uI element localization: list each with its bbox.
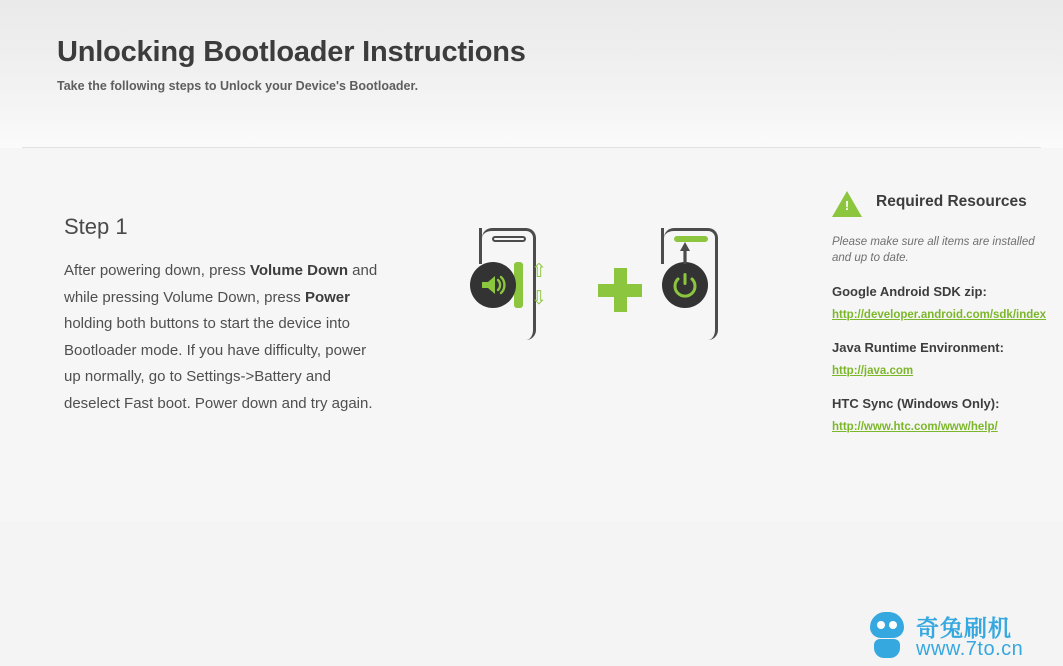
power-icon-circle	[662, 262, 708, 308]
mascot-eye-right	[889, 621, 897, 629]
step-text-part-3: holding both buttons to start the device into Bootloader mode. If you have difficulty, power up normally, go to Settings->Battery and deselect Fast boot. Power down and try again.	[64, 315, 373, 412]
resource-label-htc-sync: HTC Sync (Windows Only):	[832, 396, 1000, 411]
warning-triangle-icon	[832, 191, 862, 217]
page-subtitle: Take the following steps to Unlock your Device's Bootloader.	[57, 79, 419, 93]
step-section	[64, 214, 394, 417]
volume-direction-arrows	[530, 258, 548, 314]
resource-item	[832, 340, 1056, 379]
arrow-up-icon: ⇧	[531, 261, 547, 282]
step-title: Step 1	[64, 214, 128, 239]
mascot-body	[874, 639, 900, 658]
step-text-part-1: After powering down, press	[64, 262, 250, 279]
mascot-eye-left	[877, 621, 885, 629]
step-text-bold-power: Power	[304, 288, 350, 306]
resource-label-java: Java Runtime Environment:	[832, 340, 1004, 355]
warning-glyph: !	[844, 198, 850, 213]
main-content	[0, 148, 1063, 660]
step-text-bold-volume-down: Volume Down	[249, 262, 348, 279]
plus-icon	[598, 268, 642, 312]
watermark-brand: 奇兔刷机	[916, 615, 1012, 641]
resource-item	[832, 396, 1056, 435]
resource-link-htc-sync[interactable]: http://www.htc.com/www/help/	[832, 421, 998, 433]
page-title: Unlocking Bootloader Instructions	[57, 36, 526, 68]
speaker-volume-icon	[480, 274, 506, 296]
resource-label-android-sdk: Google Android SDK zip:	[832, 284, 987, 299]
volume-down-phone-icon	[470, 228, 547, 346]
phone-speaker-icon	[492, 236, 526, 242]
power-phone-icon	[652, 228, 720, 346]
watermark-site: www.7to.cn	[916, 638, 1024, 660]
step-description	[64, 258, 382, 417]
power-press-arrow-icon	[679, 242, 691, 264]
resources-note: Please make sure all items are installed and up to date.	[832, 236, 1035, 264]
power-button-icon	[673, 272, 697, 298]
arrow-down-icon: ⇩	[531, 288, 547, 309]
resource-link-java[interactable]: http://java.com	[832, 365, 914, 377]
resource-item	[832, 284, 1056, 323]
step-text-part-2: and while pressing Volume Down, press	[64, 262, 378, 306]
required-resources-section	[832, 190, 1056, 452]
resource-link-android-sdk[interactable]: http://developer.android.com/sdk/index	[832, 309, 1047, 321]
resources-title: Required Resources	[876, 193, 1027, 210]
button-combo-illustration	[470, 228, 760, 358]
page-header	[0, 0, 1063, 148]
mascot-head	[870, 612, 904, 638]
volume-icon-circle	[470, 262, 516, 308]
watermark-mascot-icon	[866, 612, 908, 658]
watermark	[866, 610, 1056, 666]
resources-header	[832, 190, 1056, 220]
